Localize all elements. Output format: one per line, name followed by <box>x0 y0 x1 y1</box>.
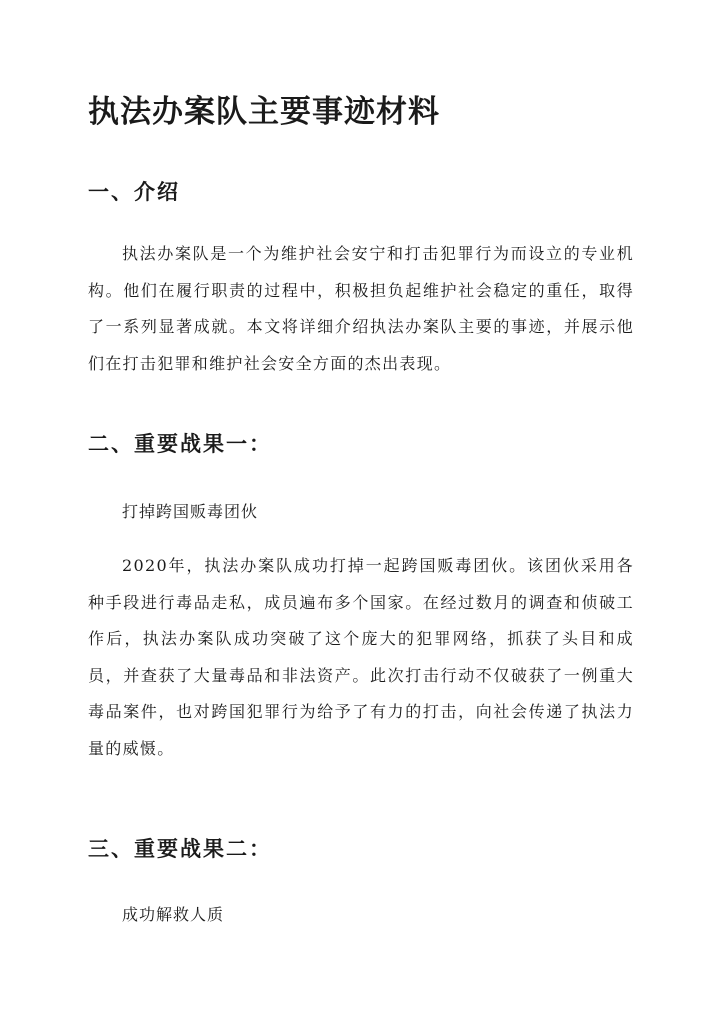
section-heading-achievement-1: 二、重要战果一： <box>88 431 272 456</box>
achievement-2-subtitle: 成功解救人质 <box>122 905 225 924</box>
achievement-1-paragraph: 2020年，执法办案队成功打掉一起跨国贩毒团伙。该团伙采用各种手段进行毒品走私，成员遍布多个国家。在经过数月的调查和侦破工作后，执法办案队成功突破了这个庞大的犯罪网络，抓获了头目和成员，并查获了大量毒品和非法资产。此次打击行动不仅破获了一例重大毒品案件，也对跨国犯罪行为给予了有力的打击，向社会传递了执法力量的威慑。 <box>88 556 634 758</box>
intro-paragraph: 执法办案队是一个为维护社会安宁和打击犯罪行为而设立的专业机构。他们在履行职责的过程中，积极担负起维护社会稳定的重任，取得了一系列显著成就。本文将详细介绍执法办案队主要的事迹，并展示他们在打击犯罪和维护社会安全方面的杰出表现。 <box>88 244 634 373</box>
document-title: 执法办案队主要事迹材料 <box>88 94 440 130</box>
achievement-1-subtitle: 打掉跨国贩毒团伙 <box>122 502 259 521</box>
section-heading-achievement-2: 三、重要战果二： <box>88 836 272 861</box>
section-heading-intro: 一、介绍 <box>88 179 180 204</box>
